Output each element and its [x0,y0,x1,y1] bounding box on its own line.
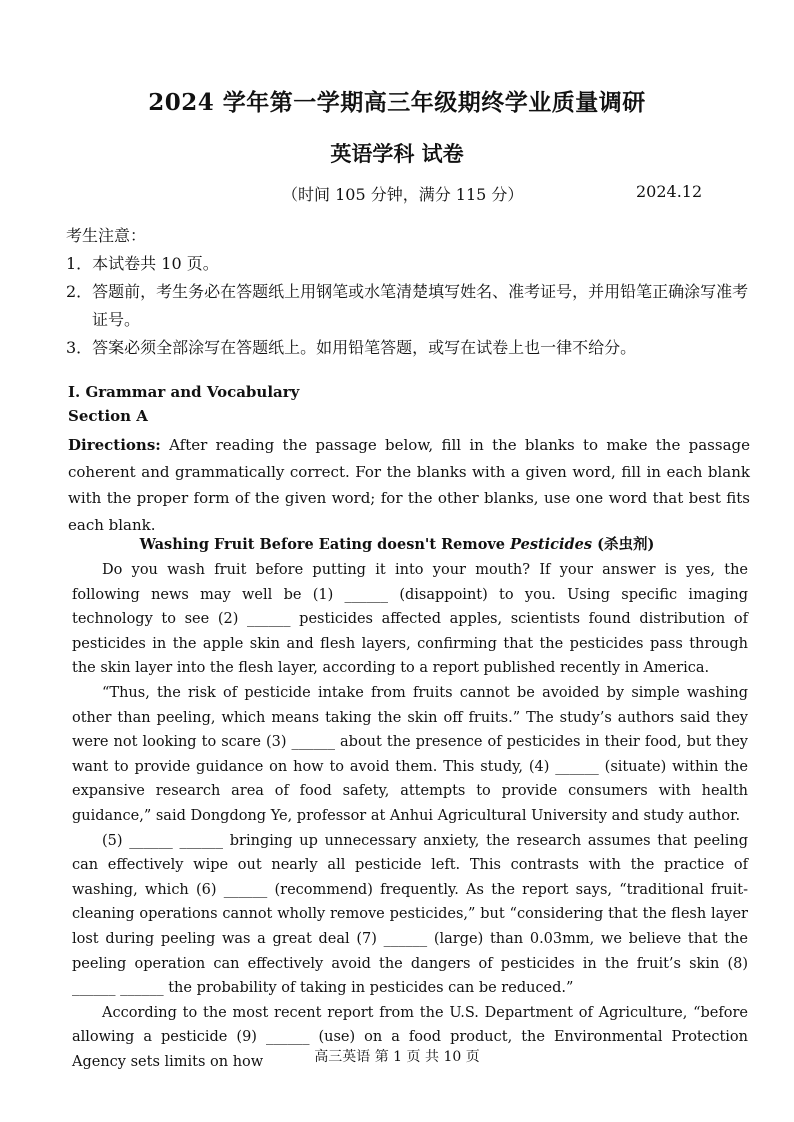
exam-date: 2024.12 [636,182,703,201]
directions [68,432,750,538]
section-heading: Section A [68,407,148,425]
directions-label: Directions: [68,436,161,454]
passage-paragraph: According to the most recent report from the U.S. Department of Agriculture, “before allowing a pesticide (9) ______ (use) on a food product, the Environmental Protection Agency sets limits on how [72,1004,748,1070]
exam-subtitle: 英语学科 试卷 [330,141,464,166]
passage-body [72,558,748,1074]
exam-title: 2024 学年第一学期高三年级期终学业质量调研 [148,89,646,116]
passage-paragraph: (5) ______ ______ bringing up unnecessary anxiety, the research assumes that peeling can effectively wipe out nearly all pesticide left. This contrasts with the practice of washing, which (6) ______ (recommend) frequently. As the report says, “traditional fruit-cleaning operations cannot wholly remove pesticides,” but “considering that the flesh layer lost during peeling was a great deal (7) ______ (large) than 0.03mm, we believe that the peeling operation can effectively avoid the dangers of pesticides in the fruit’s skin (8) ______ ______ the probability of taking in pesticides can be reduced.” [72,832,748,997]
notice-item: 1．本试卷共 10 页。 [66,254,219,273]
notice-heading: 考生注意： [66,226,147,245]
passage-title-cn: (杀虫剂) [592,536,655,553]
passage-paragraph: Do you wash fruit before putting it into your mouth? If your answer is yes, the following news may well be (1) ______ (disappoint) to you. Using specific imaging technology to see (2) ______ pesticides affected apples, scientists found distribution of pesticides in the apple skin and flesh layers, confirming that the pesticides pass through the skin layer into the flesh layer, according to a report published recently in America. [72,562,748,677]
directions-text: After reading the passage below, fill in the blanks to make the passage coherent and grammatically correct. For the blanks with a given word, fill in each blank with the proper form of the given word; for the other blanks, use one word that best fits each blank. [68,436,750,534]
passage-title [0,533,794,554]
passage-title-italic: Pesticides [510,536,593,553]
page-footer: 高三英语 第 1 页 共 10 页 [314,1049,480,1065]
passage-paragraph: “Thus, the risk of pesticide intake from fruits cannot be avoided by simple washing other than peeling, which means taking the skin off fruits.” The study’s authors said they were not looking to scare (3) ______ about the presence of pesticides in their food, but they want to provide guidance on how to avoid them. This study, (4) ______ (situate) within the expansive research area of food safety, attempts to provide consumers with health guidance,” said Dongdong Ye, professor at Anhui Agricultural University and study author. [72,684,748,824]
grammar-section [68,380,750,538]
candidate-notice [66,222,750,362]
passage-title-main: Washing Fruit Before Eating doesn't Remove [139,536,511,553]
notice-item: 3．答案必须全部涂写在答题纸上。如用铅笔答题，或写在试卷上也一律不给分。 [66,338,637,357]
notice-item: 2．答题前，考生务必在答题纸上用钢笔或水笔清楚填写姓名、准考证号，并用铅笔正确涂写准考证号。 [66,282,749,329]
time-info: （时间 105 分钟，满分 115 分） [282,185,524,204]
part-heading: I. Grammar and Vocabulary [68,383,300,401]
